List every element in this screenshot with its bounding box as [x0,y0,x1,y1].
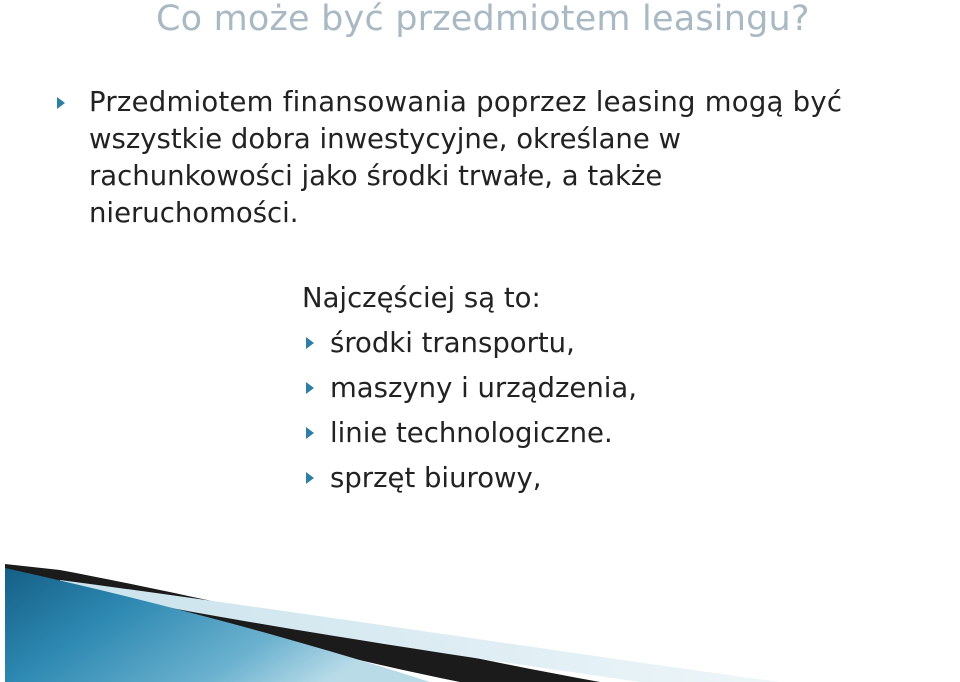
main-line: wszystkie dobra inwestycyjne, określane w [89,123,682,155]
list-item [302,325,637,370]
bullet-arrow-icon [306,337,314,349]
list-item [302,370,637,415]
bullet-arrow-icon [306,382,314,394]
bullet-arrow-icon [306,472,314,484]
bullet-arrow-icon [57,97,65,109]
decorative-swoosh [0,540,960,682]
list-item-label: maszyny i urządzenia, [330,372,637,404]
bullet-arrow-icon [306,427,314,439]
slide-title: Co może być przedmiotem leasingu? [156,0,810,39]
main-paragraph [89,84,960,232]
item-list [302,325,637,505]
main-line: rachunkowości jako środki trwałe, a także [89,160,663,192]
list-item-label: linie technologiczne. [330,417,613,449]
list-item [302,460,637,505]
main-line: Przedmiotem finansowania poprzez leasing mogą być [89,86,843,118]
main-line: nieruchomości. [89,197,299,229]
list-item [302,415,637,460]
list-item-label: sprzęt biurowy, [330,462,542,494]
sub-heading: Najczęściej są to: [302,282,541,314]
list-item-label: środki transportu, [330,327,575,359]
